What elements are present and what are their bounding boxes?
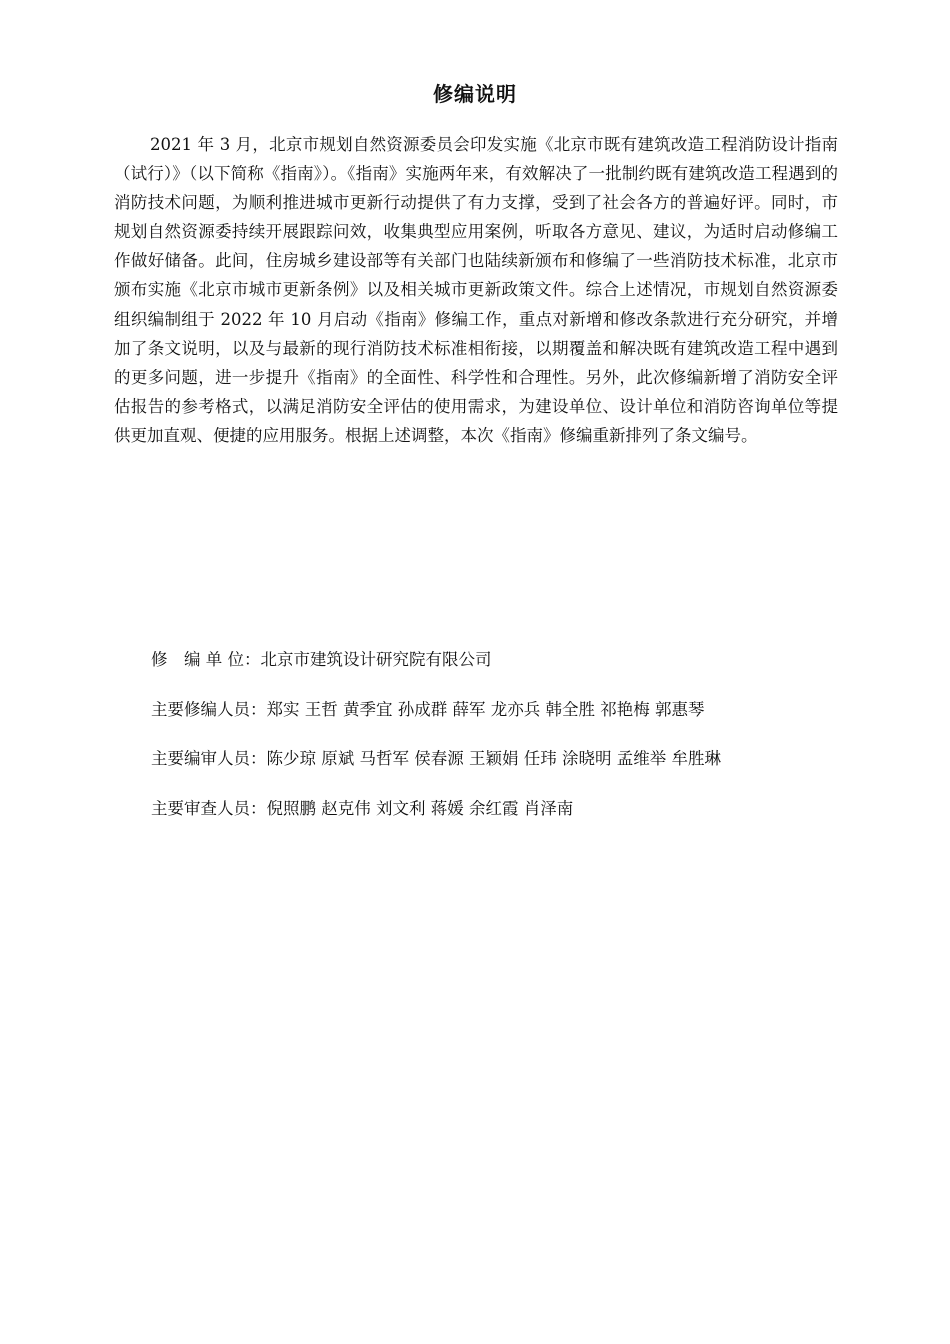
credit-label: 修 编 单 位： <box>151 650 261 669</box>
credit-row-main-editors <box>151 693 851 727</box>
body-paragraph: 2021 年 3 月，北京市规划自然资源委员会印发实施《北京市既有建筑改造工程消防设计指南（试行）》（以下简称《指南》）。《指南》实施两年来，有效解决了一批制约既有建筑改造工程遇到的消防技术问题，为顺利推进城市更新行动提供了有力支撑，受到了社会各方的普遍好评。同时，市规划自然资源委持续开展跟踪问效，收集典型应用案例，听取各方意见、建议，为适时启动修编工作做好储备。此间，住房城乡建设部等有关部门也陆续新颁布和修编了一些消防技术标准，北京市颁布实施《北京市城市更新条例》以及相关城市更新政策文件。综合上述情况，市规划自然资源委组织编制组于 2022 年 10 月启动《指南》修编工作，重点对新增和修改条款进行充分研究，并增加了条文说明，以及与最新的现行消防技术标准相衔接，以期覆盖和解决既有建筑改造工程中遇到的更多问题，进一步提升《指南》的全面性、科学性和合理性。另外，此次修编新增了消防安全评估报告的参考格式，以满足消防安全评估的使用需求，为建设单位、设计单位和消防咨询单位等提供更加直观、便捷的应用服务。根据上述调整，本次《指南》修编重新排列了条文编号。 <box>114 135 838 445</box>
credit-label: 主要修编人员： <box>151 699 267 719</box>
credit-row-editing-unit <box>151 643 851 677</box>
credit-value: 郑实 王哲 黄季宜 孙成群 薛军 龙亦兵 韩全胜 祁艳梅 郭惠琴 <box>266 699 705 719</box>
credit-value: 陈少琼 原斌 马哲军 侯春源 王颖娟 任玮 涂晓明 孟维举 牟胜琳 <box>266 749 721 769</box>
credit-label: 主要编审人员： <box>151 749 267 769</box>
credit-value: 北京市建筑设计研究院有限公司 <box>260 650 492 669</box>
page-title: 修编说明 <box>433 82 517 106</box>
credit-row-main-reviewers <box>151 742 851 776</box>
credit-label: 主要审查人员： <box>151 799 267 819</box>
credits-block <box>151 643 851 842</box>
credit-row-main-examiners <box>151 792 851 826</box>
credit-value: 倪照鹏 赵克伟 刘文利 蒋媛 余红霞 肖泽南 <box>266 799 574 819</box>
